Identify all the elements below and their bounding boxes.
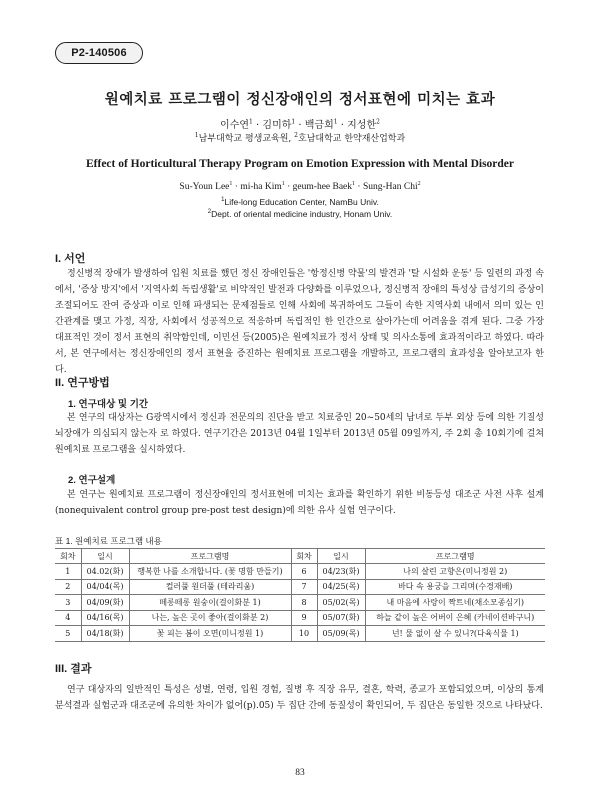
author-2-affil: 1 bbox=[291, 118, 296, 126]
author-separator: · bbox=[295, 120, 305, 131]
table-cell: 나는, 높은 곳이 좋아(걸이화분 2) bbox=[129, 610, 291, 626]
affiliation-en-2-mark: 2 bbox=[207, 209, 212, 216]
table-row bbox=[55, 579, 545, 595]
section-heading-methods: II. 연구방법 bbox=[55, 377, 110, 389]
table-row bbox=[55, 626, 545, 642]
affiliation-2-mark: 2 bbox=[294, 132, 298, 139]
table-cell: 04.02(화) bbox=[81, 564, 129, 580]
korean-affiliations bbox=[0, 131, 600, 144]
table-cell: 3 bbox=[55, 595, 81, 611]
table-cell: 내 마음에 사랑이 짝트네(채소모종심기) bbox=[365, 595, 545, 611]
korean-authors bbox=[0, 116, 600, 131]
results-paragraph: 연구 대상자의 일반적인 특성은 성별, 연령, 입원 경험, 질병 후 직장 유무, 결혼, 학력, 종교가 포함되었으며, 이상의 통계분석결과 실험군과 대조군에 유의한 차이가 없어(p).05) 두 집단 간에 동질성이 확인되어, 두 집단은 동일한 것으로 나타났다. bbox=[55, 685, 544, 711]
author-separator: · bbox=[232, 182, 241, 192]
english-title: Effect of Horticultural Therapy Program on Emotion Expression with Mental Disorder bbox=[85, 158, 515, 170]
author-3-en-affil: 1 bbox=[352, 180, 356, 187]
header-cell: 회차 bbox=[291, 549, 317, 564]
author-3-en: geum-hee Baek bbox=[292, 182, 353, 192]
table-cell: 행복한 나를 소개합니다. (꽃 명함 만들기) bbox=[129, 564, 291, 580]
table-row bbox=[55, 595, 545, 611]
section-heading-results: III. 결과 bbox=[55, 663, 92, 675]
subjects-paragraph: 본 연구의 대상자는 G광역시에서 정신과 전문의의 진단을 받고 치료중인 20~50세의 남녀로 두부 외상 등에 의한 기질성 뇌장애가 의심되지 않는자 로 하였다. 연구기간은 2013년 04월 1일부터 2013년 05월 09일까지, 주 2회 총 10회기에 걸쳐 원예치료 프로그램을 실시하였다. bbox=[55, 413, 544, 455]
section-heading-introduction: I. 서언 bbox=[55, 253, 86, 265]
table-cell: 6 bbox=[291, 564, 317, 580]
author-4-affil: 2 bbox=[376, 118, 380, 126]
table-cell: 04/16(목) bbox=[81, 610, 129, 626]
table-header-row bbox=[55, 549, 545, 564]
author-separator: · bbox=[284, 182, 293, 192]
table-cell: 5 bbox=[55, 626, 81, 642]
design-paragraph: 본 연구는 원예치료 프로그램이 정신장애인의 정서표현에 미치는 효과를 확인하기 위한 비동등성 대조군 사전 사후 설계 (nonequivalent control group pre-post test design)에 의한 유사 실험 연구이다. bbox=[55, 490, 544, 516]
table-cell: 10 bbox=[291, 626, 317, 642]
table-cell: 7 bbox=[291, 579, 317, 595]
table-cell: 04/23(화) bbox=[317, 564, 365, 580]
english-authors bbox=[0, 182, 600, 192]
author-separator: · bbox=[337, 120, 348, 131]
subsection-heading-design: 2. 연구설계 bbox=[68, 475, 116, 486]
author-2: 김미하 bbox=[262, 120, 292, 131]
affiliation-1-mark: 1 bbox=[194, 132, 199, 139]
table-cell: 8 bbox=[291, 595, 317, 611]
author-3: 백금희 bbox=[304, 120, 334, 131]
author-4-en-affil: 2 bbox=[417, 180, 421, 187]
table-cell: 1 bbox=[55, 564, 81, 580]
header-cell: 일시 bbox=[317, 549, 365, 564]
header-cell: 프로그램명 bbox=[129, 549, 291, 564]
table-cell: 꽃 피는 봄이 오면(미니정원 1) bbox=[129, 626, 291, 642]
table-caption: 표 1. 원예치료 프로그램 내용 bbox=[55, 536, 162, 546]
table-cell: 나의 살린 고향은(미니정원 2) bbox=[365, 564, 545, 580]
table-cell: 05/09(목) bbox=[317, 626, 365, 642]
english-affiliation-2 bbox=[0, 209, 600, 219]
table-cell: 05/07(화) bbox=[317, 610, 365, 626]
header-cell: 일시 bbox=[81, 549, 129, 564]
poster-code-badge: P2-140506 bbox=[55, 42, 143, 64]
table-cell: 04/04(목) bbox=[81, 579, 129, 595]
table-row bbox=[55, 564, 545, 580]
header-cell: 프로그램명 bbox=[365, 549, 545, 564]
table-cell: 컬러풀 원더풀 (테라리움) bbox=[129, 579, 291, 595]
table-cell: 9 bbox=[291, 610, 317, 626]
table-cell: 04/09(화) bbox=[81, 595, 129, 611]
korean-title: 원예치료 프로그램이 정신장애인의 정서표현에 미치는 효과 bbox=[104, 91, 496, 108]
page-number: 83 bbox=[295, 768, 305, 778]
table-cell: 바다 속 용궁을 그리며(수경재배) bbox=[365, 579, 545, 595]
header-cell: 회차 bbox=[55, 549, 81, 564]
subsection-heading-subjects: 1. 연구대상 및 기간 bbox=[68, 399, 149, 410]
affiliation-en-1: Life-long Education Center, NamBu Univ. bbox=[224, 197, 379, 207]
table-cell: 05/02(목) bbox=[317, 595, 365, 611]
table-cell: 떼롱떼롱 원숭이(걸이화분 1) bbox=[129, 595, 291, 611]
table-cell: 04/25(목) bbox=[317, 579, 365, 595]
introduction-paragraph: 정신병적 장애가 발생하여 입원 치료를 했던 정신 장애인들은 '항정신병 약물'의 발견과 '탈 시설화 운동' 등 일련의 과정 속에서, '증상 방지'에서 '지역사회 독립생활'로 비약적인 발전과 다양화를 이루었으나, 정신병적 장애의 특성상 급성기의 증상이 조절되어도 잔여 증상과 이로 인해 파생되는 문제점들로 인해 사회에 복귀하여도 그들이 속한 지역사회 내에서 의미 있는 인간관계를 맺고 가정, 직장, 사회에서 성공적으로 적응하며 독립적인 한 인간으로 살아가는데 어려움을 겪게 된다. 그중 가장 대표적인 것이 정서 표현의 취약함인데, 이민선 등(2005)은 원예치료가 정서 상태 및 의사소통에 효과적이라고 하였다. 따라서, 본 연구에서는 정신장애인의 정서 표현을 증진하는 원예치료 프로그램을 개발하고, 프로그램의 효과성을 알아보고자 한다. bbox=[55, 269, 544, 375]
affiliation-en-1-mark: 1 bbox=[221, 197, 225, 204]
table-cell: 넌! 물 없이 살 수 있니?(다육식물 1) bbox=[365, 626, 545, 642]
table-cell: 하늘 같이 높은 어버이 은혜 (카네이션바구니) bbox=[365, 610, 545, 626]
author-4: 지성한 bbox=[347, 120, 377, 131]
english-affiliation-1 bbox=[0, 197, 600, 207]
table-cell: 4 bbox=[55, 610, 81, 626]
author-1: 이수연 bbox=[220, 120, 250, 131]
author-2-en: mi-ha Kim bbox=[240, 182, 282, 192]
author-1-en-affil: 1 bbox=[229, 180, 233, 187]
author-4-en: Sung-Han Chi bbox=[362, 182, 418, 192]
author-3-affil: 1 bbox=[333, 118, 338, 126]
author-separator: · bbox=[252, 120, 263, 131]
author-separator: · bbox=[355, 182, 363, 192]
affiliation-en-2: Dept. of oriental medicine industry, Honam Univ. bbox=[211, 209, 393, 219]
affiliation-1: 남부대학교 평생교육원, bbox=[198, 134, 292, 144]
author-1-affil: 1 bbox=[249, 118, 253, 126]
table-cell: 2 bbox=[55, 579, 81, 595]
table-cell: 04/18(화) bbox=[81, 626, 129, 642]
author-2-en-affil: 1 bbox=[281, 180, 285, 187]
program-table bbox=[55, 548, 545, 642]
table-row bbox=[55, 610, 545, 626]
author-1-en: Su-Youn Lee bbox=[179, 182, 230, 192]
affiliation-2: 호남대학교 한약재산업학과 bbox=[298, 134, 406, 144]
